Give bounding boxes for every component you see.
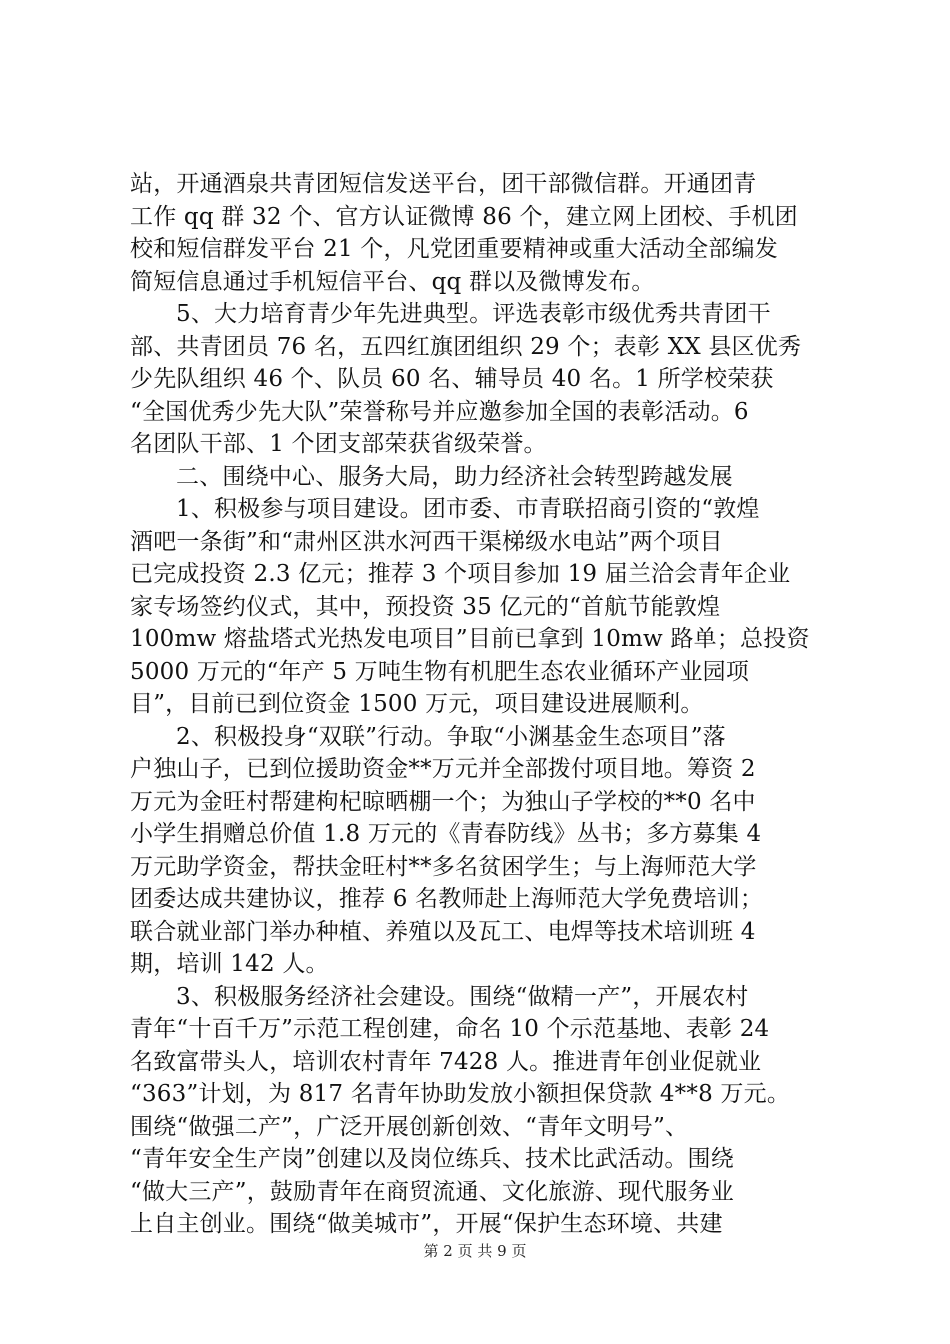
text-line: “全国优秀少先大队”荣誉称号并应邀参加全国的表彰活动。6 (130, 398, 749, 425)
text-line: “青年安全生产岗”创建以及岗位练兵、技术比武活动。围绕 (130, 1146, 734, 1172)
text-line: 站，开通酒泉共青团短信发送平台，团干部微信群。开通团青 (130, 171, 757, 197)
text-line: 万元助学资金，帮扶金旺村**多名贫困学生；与上海师范大学 (130, 853, 757, 880)
text-line: 名致富带头人，培训农村青年 7428 人。推进青年创业促就业 (130, 1048, 762, 1075)
text-line: 1、积极参与项目建设。团市委、市青联招商引资的“敦煌 (176, 496, 760, 522)
text-line: 名团队干部、1 个团支部荣获省级荣誉。 (130, 431, 547, 457)
text-line: 已完成投资 2.3 亿元；推荐 3 个项目参加 19 届兰洽会青年企业 (130, 561, 791, 587)
text-line: 3、积极服务经济社会建设。围绕“做精一产”，开展农村 (176, 983, 749, 1010)
text-line: 青年“十百千万”示范工程创建，命名 10 个示范基地、表彰 24 (130, 1016, 770, 1042)
text-line: 小学生捐赠总价值 1.8 万元的《青春防线》丛书；多方募集 4 (130, 821, 762, 847)
text-line: 100mw 熔盐塔式光热发电项目”目前已拿到 10mw 路单；总投资 (130, 626, 810, 652)
text-line: 5、大力培育青少年先进典型。评选表彰市级优秀共青团干 (176, 301, 771, 327)
text-line: 团委达成共建协议，推荐 6 名教师赴上海师范大学免费培训； (130, 886, 764, 912)
text-line: 联合就业部门举办种植、养殖以及瓦工、电焊等技术培训班 4 (130, 918, 756, 945)
body-text (130, 168, 825, 1241)
text-line: 期，培训 142 人。 (130, 951, 329, 977)
text-line: 围绕“做强二产”，广泛开展创新创效、“青年文明号”、 (130, 1113, 689, 1140)
text-line: 万元为金旺村帮建枸杞晾晒棚一个；为独山子学校的**0 名中 (130, 788, 756, 815)
text-line: 部、共青团员 76 名，五四红旗团组织 29 个；表彰 XX 县区优秀 (130, 333, 802, 360)
text-line: 目”，目前已到位资金 1500 万元，项目建设进展顺利。 (130, 691, 704, 717)
text-line: 户独山子，已到位援助资金**万元并全部拨付项目地。筹资 2 (130, 756, 756, 782)
text-line: 少先队组织 46 个、队员 60 名、辅导员 40 名。1 所学校荣获 (130, 366, 774, 392)
text-line: “做大三产”，鼓励青年在商贸流通、文化旅游、现代服务业 (130, 1178, 734, 1205)
text-line: 2、积极投身“双联”行动。争取“小渊基金生态项目”落 (176, 723, 726, 750)
text-line: 5000 万元的“年产 5 万吨生物有机肥生态农业循环产业园项 (130, 658, 750, 685)
text-line: 上自主创业。围绕“做美城市”，开展“保护生态环境、共建 (130, 1211, 723, 1237)
text-line: 工作 qq 群 32 个、官方认证微博 86 个，建立网上团校、手机团 (130, 203, 798, 230)
text-line: 酒吧一条街”和“肃州区洪水河西干渠梯级水电站”两个项目 (130, 528, 723, 555)
text-line: “363”计划，为 817 名青年协助发放小额担保贷款 4**8 万元。 (130, 1081, 791, 1107)
text-line: 家专场签约仪式，其中，预投资 35 亿元的“首航节能敦煌 (130, 593, 721, 620)
text-line: 简短信息通过手机短信平台、qq 群以及微博发布。 (130, 268, 655, 295)
text-line: 校和短信群发平台 21 个，凡党团重要精神或重大活动全部编发 (130, 236, 778, 262)
page-footer: 第 2 页 共 9 页 (423, 1242, 527, 1260)
text-line: 二、围绕中心、服务大局，助力经济社会转型跨越发展 (176, 463, 733, 490)
